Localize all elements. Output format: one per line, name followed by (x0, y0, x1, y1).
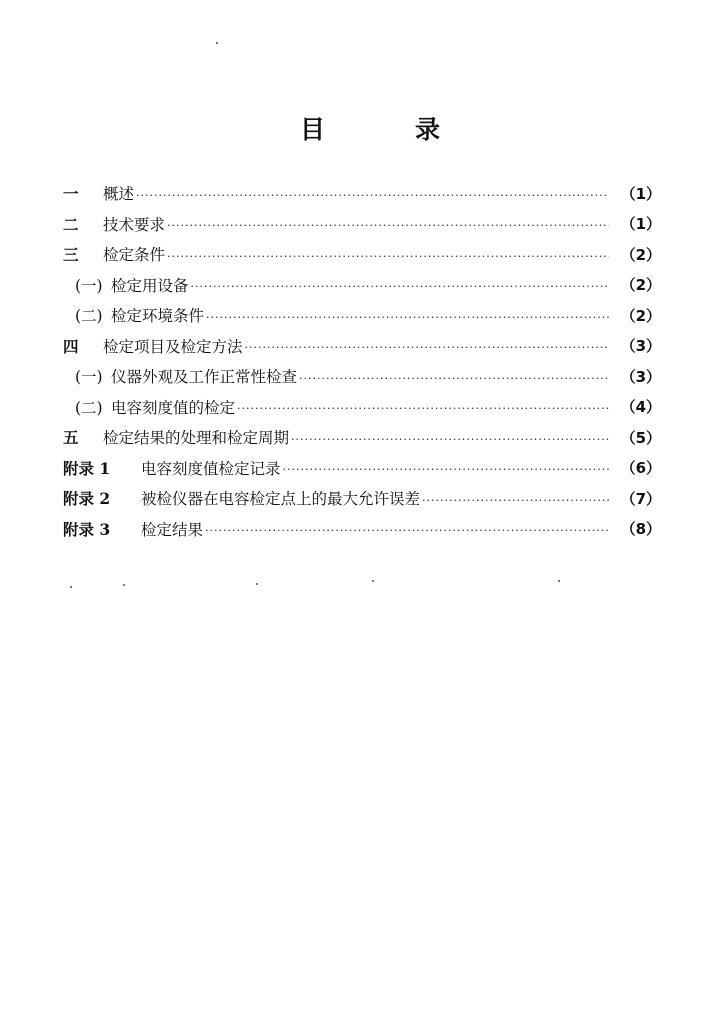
toc-entry-number: 附录 2 (63, 489, 111, 509)
leader-dots (167, 220, 609, 231)
toc-entry-page: （6） (620, 459, 661, 478)
toc-entry-label: 电容刻度值的检定 (111, 398, 236, 417)
scan-speck (256, 583, 258, 585)
toc-entry-number: 附录 1 (63, 458, 111, 478)
scan-speck (372, 580, 374, 582)
leader-dots (167, 251, 609, 262)
toc-entry-number: (二) (75, 307, 103, 326)
toc-entry-page: （7） (620, 489, 661, 508)
toc-entry-label: 检定用设备 (111, 276, 189, 295)
scan-speck (558, 580, 560, 582)
toc-entry-number: (二) (75, 398, 103, 417)
toc-entry-label: 被检仪器在电容检定点上的最大允许误差 (141, 490, 421, 509)
toc-entry-label: 检定项目及检定方法 (103, 337, 243, 356)
toc-entry-4-1 (63, 361, 661, 392)
toc-entry-number: (一) (75, 276, 103, 295)
toc-entry-number: 一 (63, 184, 79, 204)
toc-entry-3-1 (63, 270, 661, 301)
toc-entry-label: 检定环境条件 (111, 307, 205, 326)
toc-entry-page: （1） (620, 215, 661, 234)
toc-entry-page: （8） (620, 520, 661, 539)
leader-dots (191, 281, 609, 292)
toc-entry-label: 检定结果 (141, 520, 204, 539)
toc-entry-number: (一) (75, 368, 103, 387)
toc-entry-page: （3） (620, 337, 661, 356)
toc-entry-label: 技术要求 (103, 215, 166, 234)
toc-appendix-1 (63, 453, 661, 484)
toc-entry-label: 检定条件 (103, 246, 166, 265)
toc-entry-page: （2） (620, 276, 661, 295)
toc-entry-number: 附录 3 (63, 519, 111, 539)
toc-entry-1 (63, 178, 661, 209)
scan-speck (70, 586, 72, 588)
toc-entry-5 (63, 422, 661, 453)
toc-entry-page: （5） (620, 428, 661, 447)
scan-speck (123, 584, 125, 586)
title-char-2: 录 (414, 115, 440, 144)
toc-entry-number: 二 (63, 214, 79, 234)
leader-dots (136, 190, 609, 201)
toc-entry-label: 概述 (103, 185, 135, 204)
toc-entry-2 (63, 209, 661, 240)
toc-entry-page: （2） (620, 245, 661, 264)
toc-entry-page: （4） (620, 398, 661, 417)
title-char-1: 目 (300, 115, 326, 144)
leader-dots (245, 342, 609, 353)
toc-entry-page: （3） (620, 367, 661, 386)
toc-entry-page: （1） (620, 184, 661, 203)
toc-title (300, 110, 440, 146)
toc-appendix-3 (63, 514, 661, 545)
table-of-contents (63, 178, 661, 544)
toc-entry-3-2 (63, 300, 661, 331)
scan-speck (216, 42, 218, 44)
toc-entry-number: 三 (63, 245, 79, 265)
leader-dots (422, 495, 609, 506)
toc-entry-number: 四 (63, 336, 79, 356)
toc-entry-label: 检定结果的处理和检定周期 (103, 429, 290, 448)
toc-entry-page: （2） (620, 306, 661, 325)
toc-entry-label: 电容刻度值检定记录 (141, 459, 281, 478)
leader-dots (291, 434, 609, 445)
toc-entry-number: 五 (63, 428, 79, 448)
toc-entry-label: 仪器外观及工作正常性检查 (111, 368, 298, 387)
leader-dots (237, 403, 609, 414)
leader-dots (205, 525, 609, 536)
leader-dots (299, 373, 609, 384)
leader-dots (206, 312, 609, 323)
leader-dots (283, 464, 609, 475)
toc-entry-4-2 (63, 392, 661, 423)
toc-appendix-2 (63, 483, 661, 514)
toc-entry-4 (63, 331, 661, 362)
toc-entry-3 (63, 239, 661, 270)
